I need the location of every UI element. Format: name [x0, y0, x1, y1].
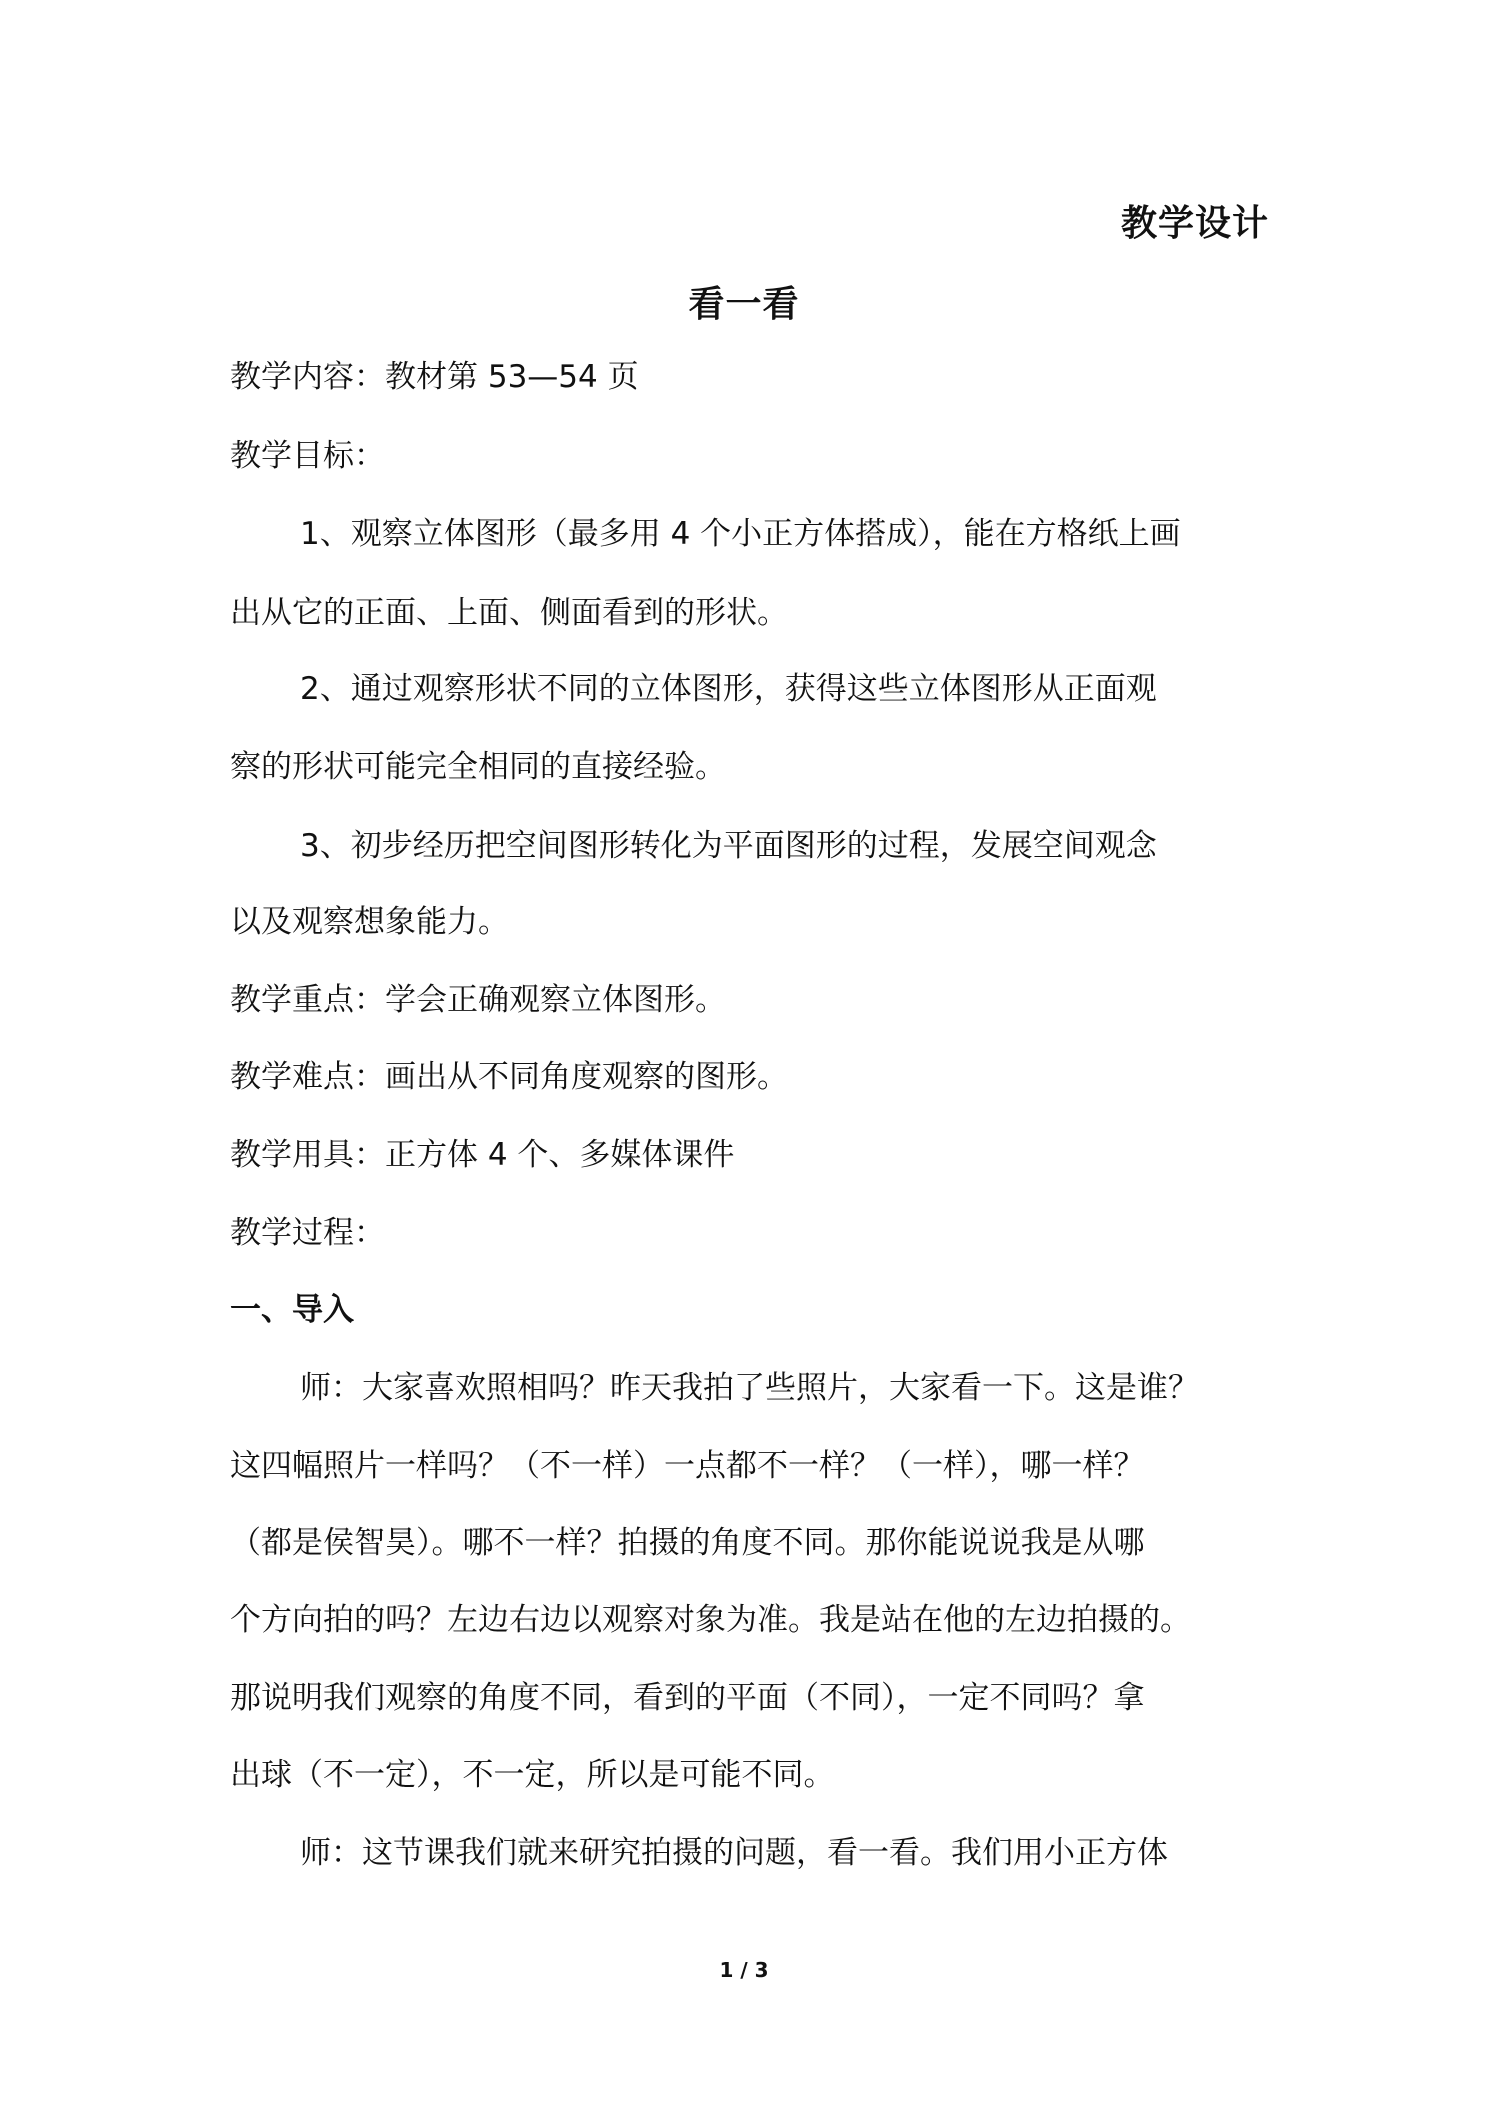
objective-3-line-2: 以及观察想象能力。	[230, 904, 509, 940]
section-heading-intro: 一、导入	[230, 1292, 354, 1328]
teaching-key-point: 教学重点：学会正确观察立体图形。	[230, 982, 726, 1018]
paragraph-1-line-2: 这四幅照片一样吗？（不一样）一点都不一样？（一样），哪一样？	[230, 1448, 1145, 1484]
objective-2-line-1: 2、通过观察形状不同的立体图形，获得这些立体图形从正面观	[300, 671, 1157, 707]
teaching-difficulty: 教学难点：画出从不同角度观察的图形。	[230, 1059, 788, 1095]
paragraph-2-line-1: 师：这节课我们就来研究拍摄的问题，看一看。我们用小正方体	[300, 1835, 1168, 1871]
objective-2-line-2: 察的形状可能完全相同的直接经验。	[230, 749, 726, 785]
header-label: 教学设计	[1120, 203, 1269, 244]
objective-3-line-1: 3、初步经历把空间图形转化为平面图形的过程，发展空间观念	[300, 828, 1157, 864]
teaching-process-heading: 教学过程：	[230, 1215, 385, 1251]
paragraph-1-line-4: 个方向拍的吗？左边右边以观察对象为准。我是站在他的左边拍摄的。	[230, 1602, 1191, 1638]
teaching-content: 教学内容：教材第 53—54 页	[230, 359, 639, 395]
teaching-tools: 教学用具：正方体 4 个、多媒体课件	[230, 1137, 735, 1173]
paragraph-1-line-6: 出球（不一定），不一定，所以是可能不同。	[230, 1757, 835, 1793]
paragraph-1-line-3: （都是侯智昊）。哪不一样？拍摄的角度不同。那你能说说我是从哪	[230, 1525, 1145, 1561]
objective-1-line-2: 出从它的正面、上面、侧面看到的形状。	[230, 595, 788, 631]
objective-1-line-1: 1、观察立体图形（最多用 4 个小正方体搭成），能在方格纸上画	[300, 516, 1181, 552]
paragraph-1-line-5: 那说明我们观察的角度不同，看到的平面（不同），一定不同吗？拿	[230, 1680, 1145, 1716]
paragraph-1-line-1: 师：大家喜欢照相吗？昨天我拍了些照片，大家看一下。这是谁？	[300, 1370, 1199, 1406]
teaching-objectives-heading: 教学目标：	[230, 438, 385, 474]
page-title: 看一看	[688, 284, 800, 325]
page-number: 1 / 3	[719, 1958, 769, 1982]
